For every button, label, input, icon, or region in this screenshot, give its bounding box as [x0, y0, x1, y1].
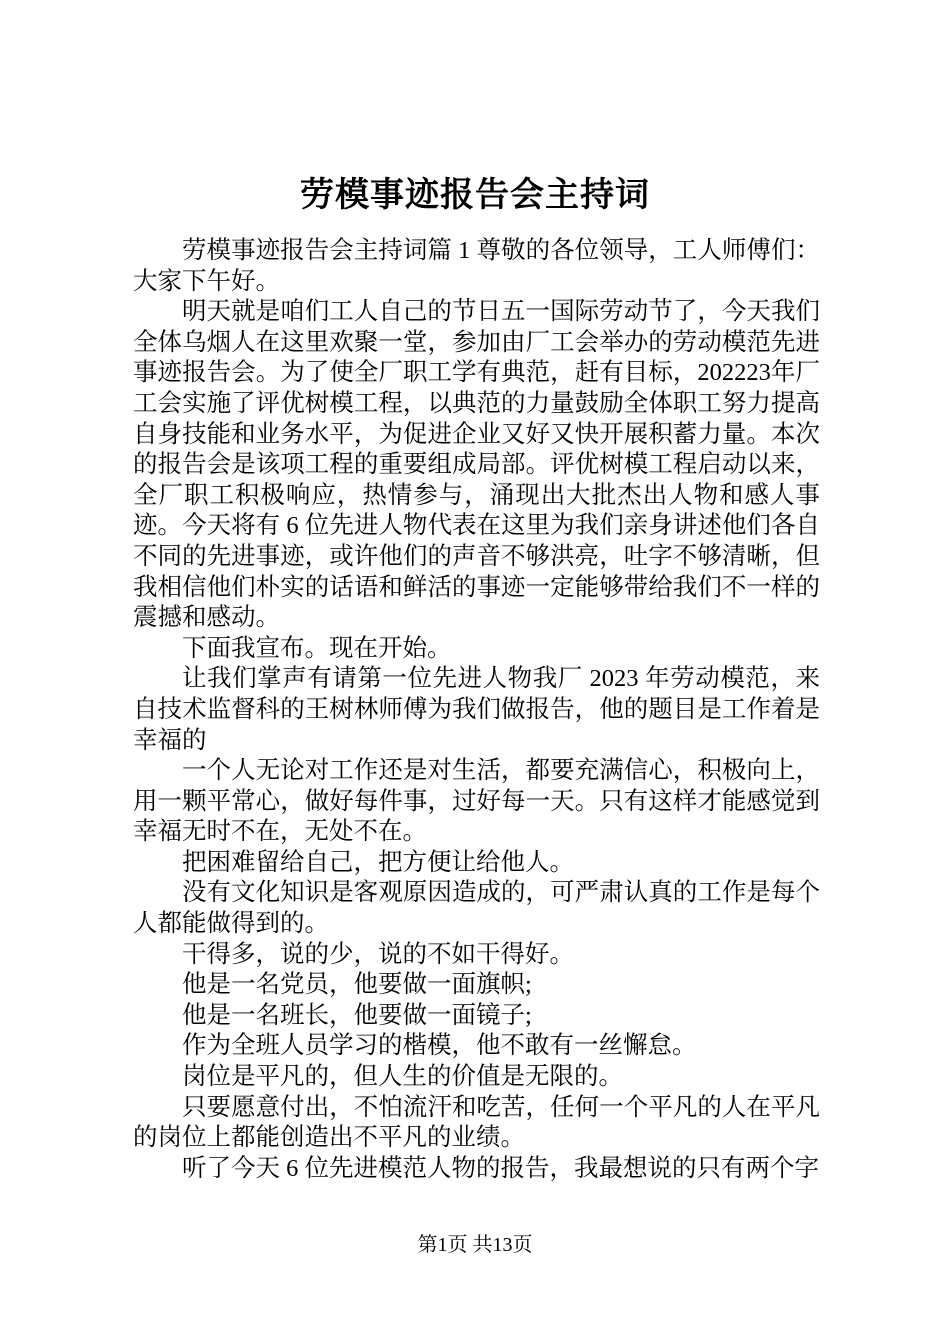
paragraph-motto-1: 把困难留给自己，把方便让给他人。 [182, 848, 574, 876]
paragraph-greeting: 劳模事迹报告会主持词篇 1 尊敬的各位领导，工人师傅们：大家下午好。 [133, 237, 820, 295]
page-number-label: 第1页 共13页 [417, 1234, 533, 1256]
page-title: 劳模事迹报告会主持词 [300, 176, 650, 214]
paragraph-attitude: 一个人无论对工作还是对生活，都要充满信心，积极向上，用一颗平常心，做好每件事，过好每一天。只有这样才能感觉到幸福无时不在，无处不在。 [133, 757, 820, 846]
paragraph-closing: 听了今天 6 位先进模范人物的报告，我最想说的只有两个字 [182, 1154, 819, 1182]
paragraph-team-leader: 他是一名班长，他要做一面镜子; [182, 1001, 532, 1029]
page-footer [0, 1234, 950, 1257]
paragraph-party-member: 他是一名党员，他要做一面旗帜; [182, 971, 532, 999]
paragraph-motto-3: 干得多，说的少，说的不如干得好。 [182, 940, 574, 968]
document-body [133, 236, 820, 1184]
paragraph-motto-2: 没有文化知识是客观原因造成的，可严肃认真的工作是每个人都能做得到的。 [133, 879, 820, 938]
paragraph-role-model: 作为全班人员学习的楷模，他不敢有一丝懈怠。 [182, 1032, 697, 1060]
paragraph-first-speaker: 让我们掌声有请第一位先进人物我厂 2023 年劳动模范，来自技术监督科的王树林师傅为我们做报告，他的题目是工作着是幸福的 [133, 665, 820, 754]
paragraph-dedication: 只要愿意付出，不怕流汗和吃苦，任何一个平凡的人在平凡的岗位上都能创造出不平凡的业绩。 [133, 1093, 820, 1152]
paragraph-intro: 明天就是咱们工人自己的节日五一国际劳动节了，今天我们全体乌烟人在这里欢聚一堂，参加由厂工会举办的劳动模范先进事迹报告会。为了使全厂职工学有典范，赶有目标，202223年厂工会实施了评优树模工程，以典范的力量鼓励全体职工努力提高自身技能和业务水平，为促进企业又好又快开展积蓄力量。本次的报告会是该项工程的重要组成局部。评优树模工程启动以来，全厂职工积极响应，热情参与，涌现出大批杰出人物和感人事迹。今天将有 6 位先进人物代表在这里为我们亲身讲述他们各自不同的先进事迹，或许他们的声音不够洪亮，吐字不够清晰，但我相信他们朴实的话语和鲜活的事迹一定能够带给我们不一样的震撼和感动。 [133, 298, 820, 632]
paragraph-announce: 下面我宣布。现在开始。 [182, 634, 452, 662]
paragraph-position-value: 岗位是平凡的，但人生的价值是无限的。 [182, 1063, 623, 1091]
